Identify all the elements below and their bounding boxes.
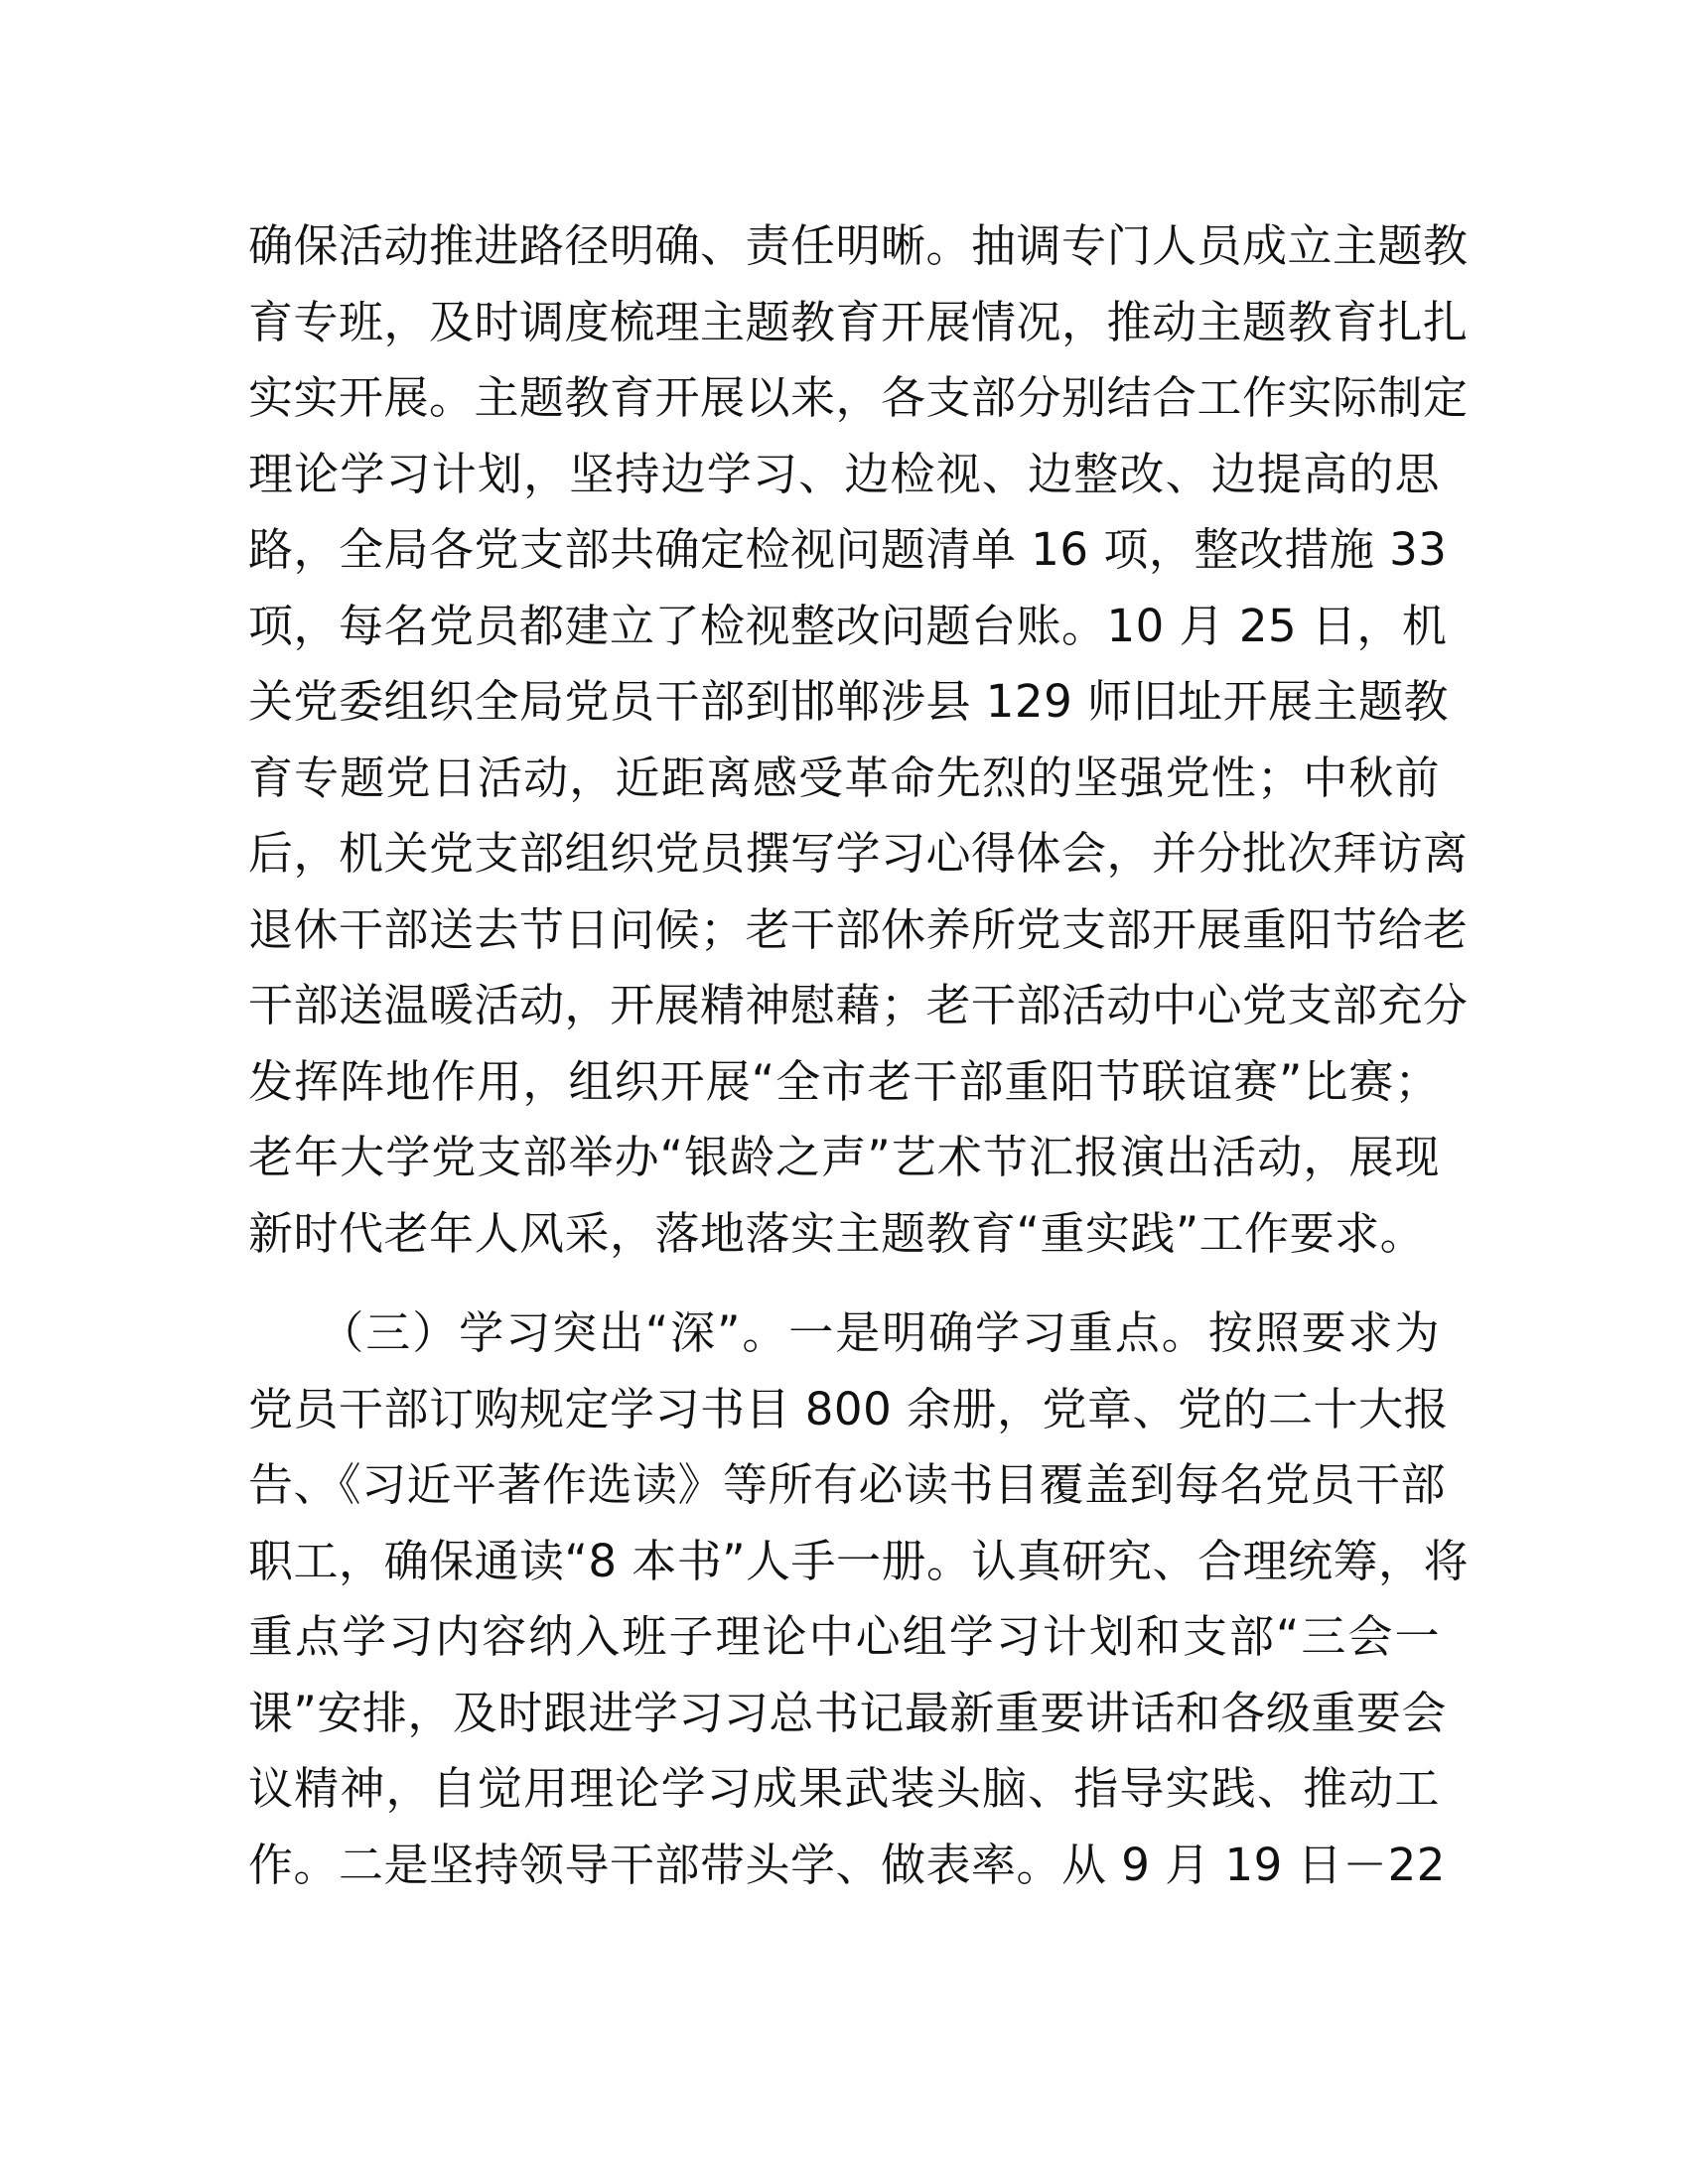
- text-line: 确保活动推进路径明确、责任明晰。抽调专门人员成立主题教: [248, 219, 1469, 272]
- body-paragraph-2: [248, 1296, 1470, 1903]
- text-line: 理论学习计划，坚持边学习、边检视、边整改、边提高的思: [248, 447, 1440, 500]
- text-line: 发挥阵地作用，组织开展“全市老干部重阳节联谊赛”比赛；: [248, 1054, 1440, 1108]
- text-line: 干部送温暖活动，开展精神慰藉；老干部活动中心党支部充分: [248, 979, 1469, 1031]
- text-line: 实实开展。主题教育开展以来，各支部分别结合工作实际制定: [248, 371, 1469, 424]
- text-line: 重点学习内容纳入班子理论中心组学习计划和支部“三会一: [248, 1610, 1440, 1663]
- text-line: 路，全局各党支部共确定检视问题清单 16 项，整改措施 33: [248, 523, 1448, 576]
- text-line: 后，机关党支部组织党员撰写学习心得体会，并分批次拜访离: [248, 827, 1469, 880]
- text-line: 关党委组织全局党员干部到邯郸涉县 129 师旧址开展主题教: [248, 675, 1450, 728]
- text-line: 老年大学党支部举办“银龄之声”艺术节汇报演出活动，展现: [248, 1131, 1440, 1183]
- text-line: 职工，确保通读“8 本书”人手一册。认真研究、合理统筹，将: [248, 1534, 1470, 1587]
- text-line: 新时代老年人风采，落地落实主题教育“重实践”工作要求。: [248, 1206, 1426, 1260]
- text-line: 项，每名党员都建立了检视整改问题台账。10 月 25 日，机: [248, 599, 1448, 652]
- body-paragraph-1: [248, 208, 1469, 1272]
- text-line: 作。二是坚持领导干部带头学、做表率。从 9 月 19 日－22: [248, 1838, 1446, 1891]
- text-line: 育专班，及时调度梳理主题教育开展情况，推动主题教育扎扎: [248, 295, 1469, 348]
- section-heading-line: （三）学习突出“深”。一是明确学习重点。按照要求为: [248, 1306, 1440, 1359]
- text-line: 退休干部送去节日问候；老干部休养所党支部开展重阳节给老: [248, 902, 1469, 956]
- text-line: 育专题党日活动，近距离感受革命先烈的坚强党性；中秋前: [248, 751, 1440, 804]
- text-line: 党员干部订购规定学习书目 800 余册，党章、党的二十大报: [248, 1382, 1450, 1435]
- text-line: 课”安排，及时跟进学习习总书记最新重要讲话和各级重要会: [248, 1686, 1447, 1739]
- text-line: 议精神，自觉用理论学习成果武装头脑、指导实践、推动工: [248, 1762, 1440, 1815]
- text-line: 告、《习近平著作选读》等所有必读书目覆盖到每名党员干部: [248, 1458, 1447, 1511]
